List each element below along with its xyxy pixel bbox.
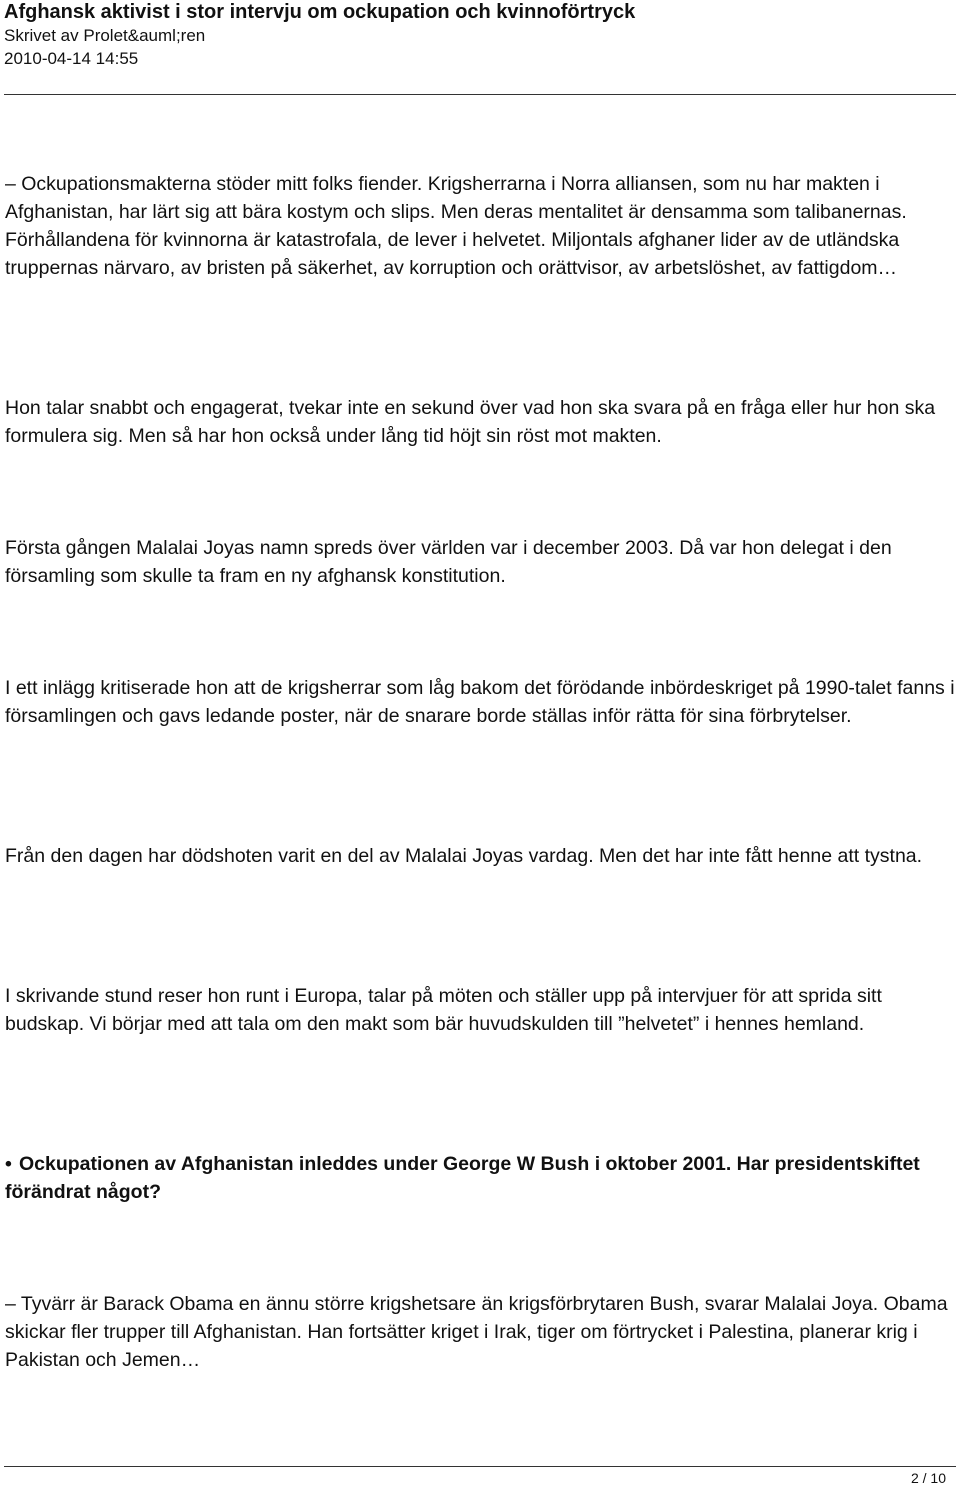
- paragraph-3: Första gången Malalai Joyas namn spreds över världen var i december 2003. Då var hon delegat i den församling som skulle ta fram en ny afghansk konstitution.: [5, 537, 892, 587]
- question-text: Ockupationen av Afghanistan inleddes under George W Bush i oktober 2001. Har presidentskiftet förändrat något?: [5, 1153, 920, 1203]
- document-header: [4, 0, 956, 70]
- paragraph-4: I ett inlägg kritiserade hon att de krigsherrar som låg bakom det förödande inbördeskriget på 1990-talet fanns i församlingen och gavs ledande poster, när de snarare borde ställas inför rätta för sina förbrytelser.: [5, 677, 955, 727]
- paragraph-2: Hon talar snabbt och engagerat, tvekar inte en sekund över vad hon ska svara på en fråga eller hur hon ska formulera sig. Men så har hon också under lång tid höjt sin röst mot makten.: [5, 397, 936, 447]
- article-author: Skrivet av Prolet&auml;ren: [4, 26, 206, 45]
- interview-question: [5, 1150, 955, 1206]
- bullet-icon: •: [5, 1153, 12, 1175]
- footer-divider: [4, 1466, 956, 1467]
- interview-answer: – Tyvärr är Barack Obama en ännu större krigshetsare än krigsförbrytaren Bush, svarar Malalai Joya. Obama skickar fler trupper till Afghanistan. Han fortsätter kriget i Irak, tiger om förtrycket i Palestina, planerar krig i Pakistan och Jemen…: [5, 1293, 948, 1371]
- paragraph-1: – Ockupationsmakterna stöder mitt folks fiender. Krigsherrarna i Norra alliansen, som nu har makten i Afghanistan, har lärt sig att bära kostym och slips. Men deras mentalitet är densamma som talibanernas. Förhållandena för kvinnorna är katastrofala, de lever i helvetet. Miljontals afghaner lider av de utländska truppernas närvaro, av bristen på säkerhet, av korruption och orättvisor, av arbetslöshet, av fattigdom…: [5, 173, 907, 279]
- article-date: 2010-04-14 14:55: [4, 49, 139, 68]
- page-number: 2 / 10: [910, 1470, 946, 1486]
- paragraph-5: Från den dagen har dödshoten varit en del av Malalai Joyas vardag. Men det har inte fått henne att tystna.: [5, 845, 923, 867]
- paragraph-6: I skrivande stund reser hon runt i Europa, talar på möten och ställer upp på intervjuer för att sprida sitt budskap. Vi börjar med att tala om den makt som bär huvudskulden till ”helvetet” i hennes hemland.: [5, 985, 882, 1035]
- article-title: Afghansk aktivist i stor intervju om ockupation och kvinnoförtryck: [4, 1, 636, 23]
- header-divider: [4, 94, 956, 95]
